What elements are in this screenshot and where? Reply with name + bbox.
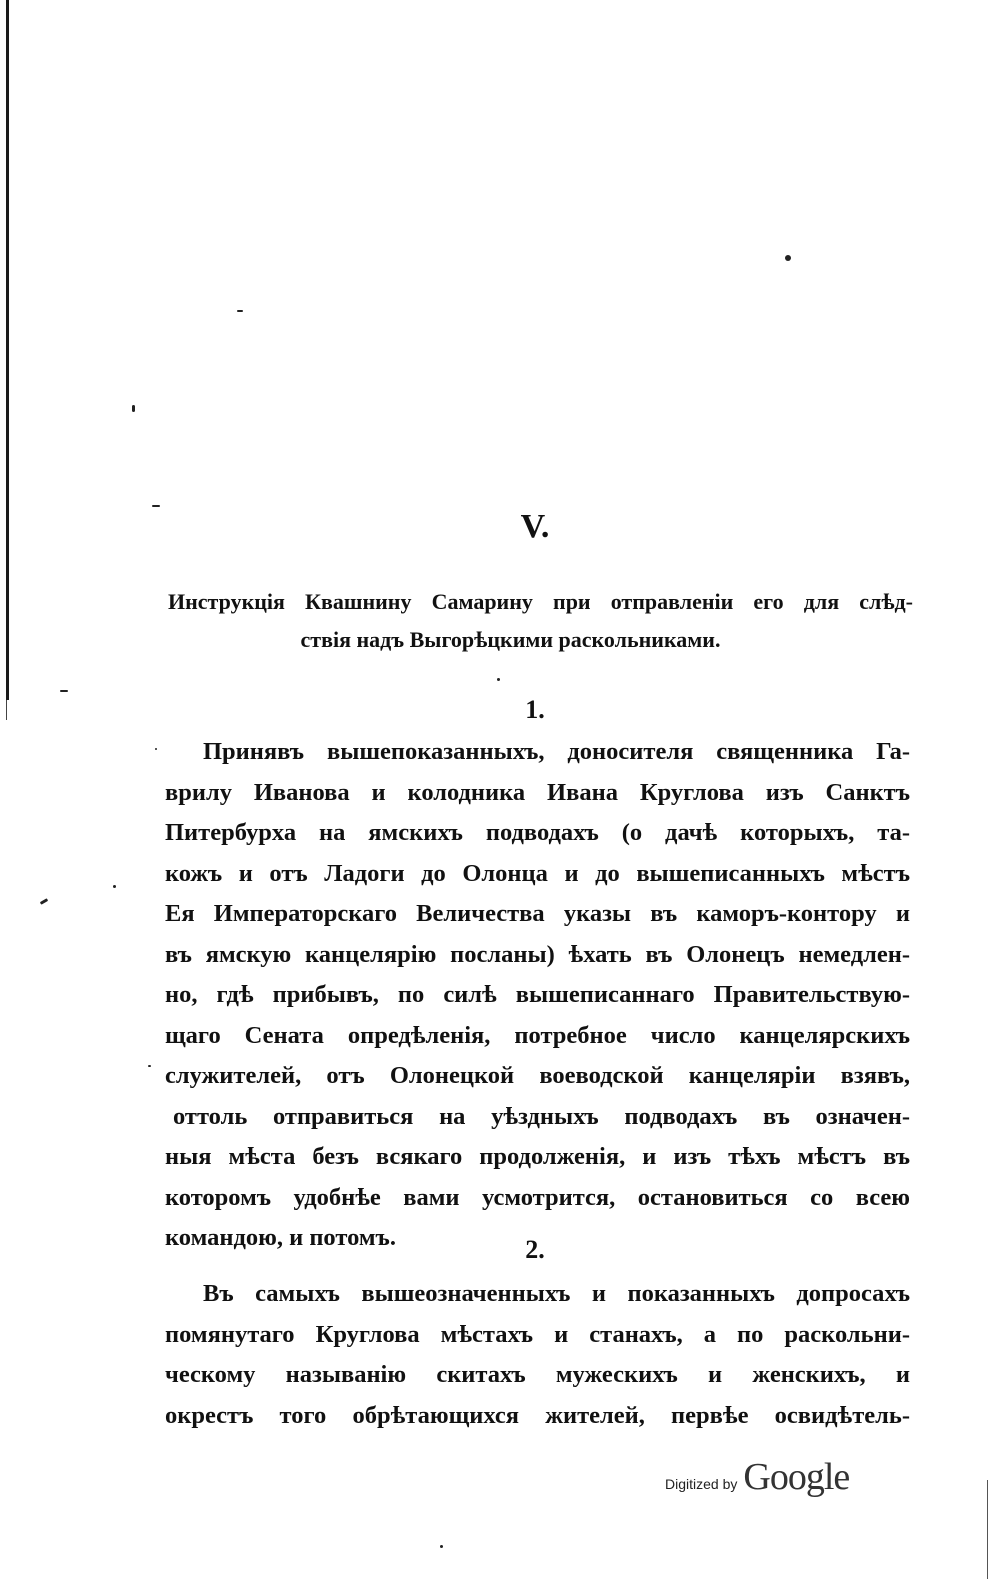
text-line: оттоль отправиться на уѣздныхъ подводахъ въ означен-	[173, 1102, 910, 1130]
paragraph-number: 1.	[525, 695, 545, 724]
text-line: врилу Иванова и колодника Ивана Круглова изъ Санктъ	[165, 778, 910, 806]
text-line: Ея Императорскаго Величества указы въ каморъ-контору и	[165, 900, 910, 927]
text-line: служителей, отъ Олонецкой воеводской канцеляріи взявъ,	[165, 1062, 910, 1089]
text-line: кожъ и отъ Ладоги до Олонца и до вышеписанныхъ мѣстъ	[165, 859, 910, 887]
text-line: ческому называнію скитахъ мужескихъ и женскихъ, и	[165, 1361, 910, 1388]
text-line: помянутаго Круглова мѣстахъ и станахъ, а по раскольни-	[165, 1320, 910, 1348]
text-line: щаго Сената опредѣленія, потребное число канцелярскихъ	[165, 1021, 910, 1049]
scan-speck	[785, 255, 791, 261]
scan-edge-line	[987, 1480, 988, 1579]
scan-speck	[440, 1545, 443, 1548]
text-line: но, гдѣ прибывъ, по силѣ вышеписаннаго Правительствую-	[165, 981, 910, 1008]
scan-speck	[497, 678, 500, 681]
digitized-watermark	[665, 1455, 849, 1499]
scan-speck	[40, 898, 48, 905]
scan-speck	[60, 690, 68, 692]
watermark-prefix: Digitized by	[665, 1476, 738, 1492]
paragraph-number: 2.	[525, 1235, 545, 1264]
paragraph-2	[165, 1274, 910, 1436]
scan-speck	[237, 310, 243, 312]
scan-speck	[148, 1065, 151, 1067]
scan-edge-line	[6, 0, 9, 700]
scan-speck	[152, 505, 160, 507]
scan-speck	[132, 405, 135, 412]
heading-line: Инструкція Квашнину Самарину при отправленіи его для слѣд-	[168, 589, 913, 614]
document-heading	[168, 583, 913, 659]
paragraph-1	[165, 732, 910, 1259]
text-line: Питербурха на ямскихъ подводахъ (о дачѣ которыхъ, та-	[165, 819, 910, 846]
section-numeral: V.	[520, 508, 550, 545]
text-line: Въ самыхъ вышеозначенныхъ и показанныхъ допросахъ	[203, 1280, 910, 1307]
google-logo: Google	[743, 1456, 850, 1498]
text-line: окрестъ того обрѣтающихся жителей, первѣе освидѣтель-	[165, 1401, 910, 1429]
heading-line: ствія надъ Выгорѣцкими раскольниками.	[300, 627, 721, 652]
scan-speck	[113, 885, 116, 888]
text-line: которомъ удобнѣе вами усмотрится, остановиться со всею	[165, 1183, 910, 1211]
text-line: Принявъ вышепоказанныхъ, доносителя священника Га-	[203, 738, 910, 765]
scan-speck	[155, 748, 157, 750]
text-line: ныя мѣста безъ всякаго продолженія, и изъ тѣхъ мѣстъ въ	[165, 1143, 910, 1170]
text-line: въ ямскую канцелярію посланы) ѣхать въ Олонецъ немедлен-	[165, 940, 910, 968]
text-line: командою, и потомъ.	[165, 1224, 396, 1251]
